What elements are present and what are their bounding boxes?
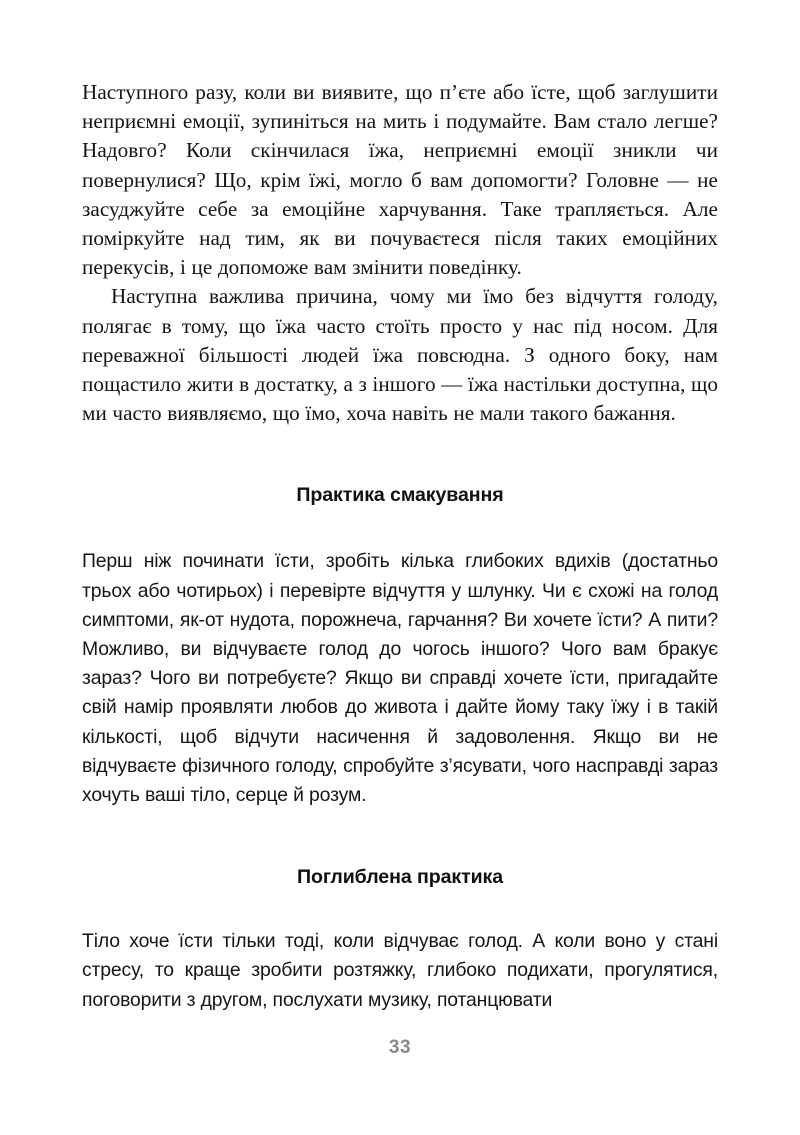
page-number: 33: [388, 1037, 412, 1058]
section-heading-deepened-practice: Поглиблена практика: [296, 866, 504, 889]
page-content: [82, 78, 718, 1015]
spacer-before-heading-2: [82, 810, 718, 866]
spacer-before-heading-1: [82, 428, 718, 484]
body-paragraph-1: Наступного разу, коли ви виявите, що п’єте або їсте, щоб заглушити неприємні емоції, зупиніться на мить і подумайте. Вам стало легше? Надовго? Коли скінчилася їжа, неприємні емоції зникли чи повернулися? Що, крім їжі, могло б вам допомогти? Головне — не засуджуйте себе за емоційне харчування. Таке трапляється. Але поміркуйте над тим, як ви почуваєтеся після таких емоційних перекусів, і це допоможе вам змінити поведінку.: [82, 80, 718, 280]
spacer-after-heading-2: [82, 889, 718, 927]
section-paragraph-deepened-practice: Тіло хоче їсти тільки тоді, коли відчуває голод. А коли воно у стані стресу, то краще зробити розтяжку, глибоко подихати, прогулятися, поговорити з другом, послухати музику, потанцювати: [82, 930, 718, 1011]
section-paragraph-tasting-practice: Перш ніж починати їсти, зробіть кілька глибоких вдихів (достатньо трьох або чотирьох) і перевірте відчуття у шлунку. Чи є схожі на голод симптоми, як-от нудота, порожнеча, гарчання? Ви хочете їсти? А пити? Можливо, ви відчуваєте голод до чогось іншого? Чого вам бракує зараз? Чого ви потребуєте? Якщо ви справді хочете їсти, пригадайте свій намір проявляти любов до живота і дайте йому таку їжу і в такій кількості, щоб відчути насичення й задоволення. Якщо ви не відчуваєте фізичного голоду, спробуйте з’ясувати, чого насправді зараз хочуть ваші тіло, серце й розум.: [82, 550, 718, 807]
spacer-after-heading-1: [82, 507, 718, 547]
section-heading-tasting-practice: Практика смакування: [296, 484, 504, 507]
body-paragraph-2: Наступна важлива причина, чому ми їмо без відчуття голоду, полягає в тому, що їжа часто стоїть просто у нас під носом. Для переважної більшості людей їжа повсюдна. З одного боку, нам пощастило жити в достатку, а з іншого — їжа настільки доступна, що ми часто виявляємо, що їмо, хоча навіть не мали такого бажання.: [82, 284, 718, 426]
